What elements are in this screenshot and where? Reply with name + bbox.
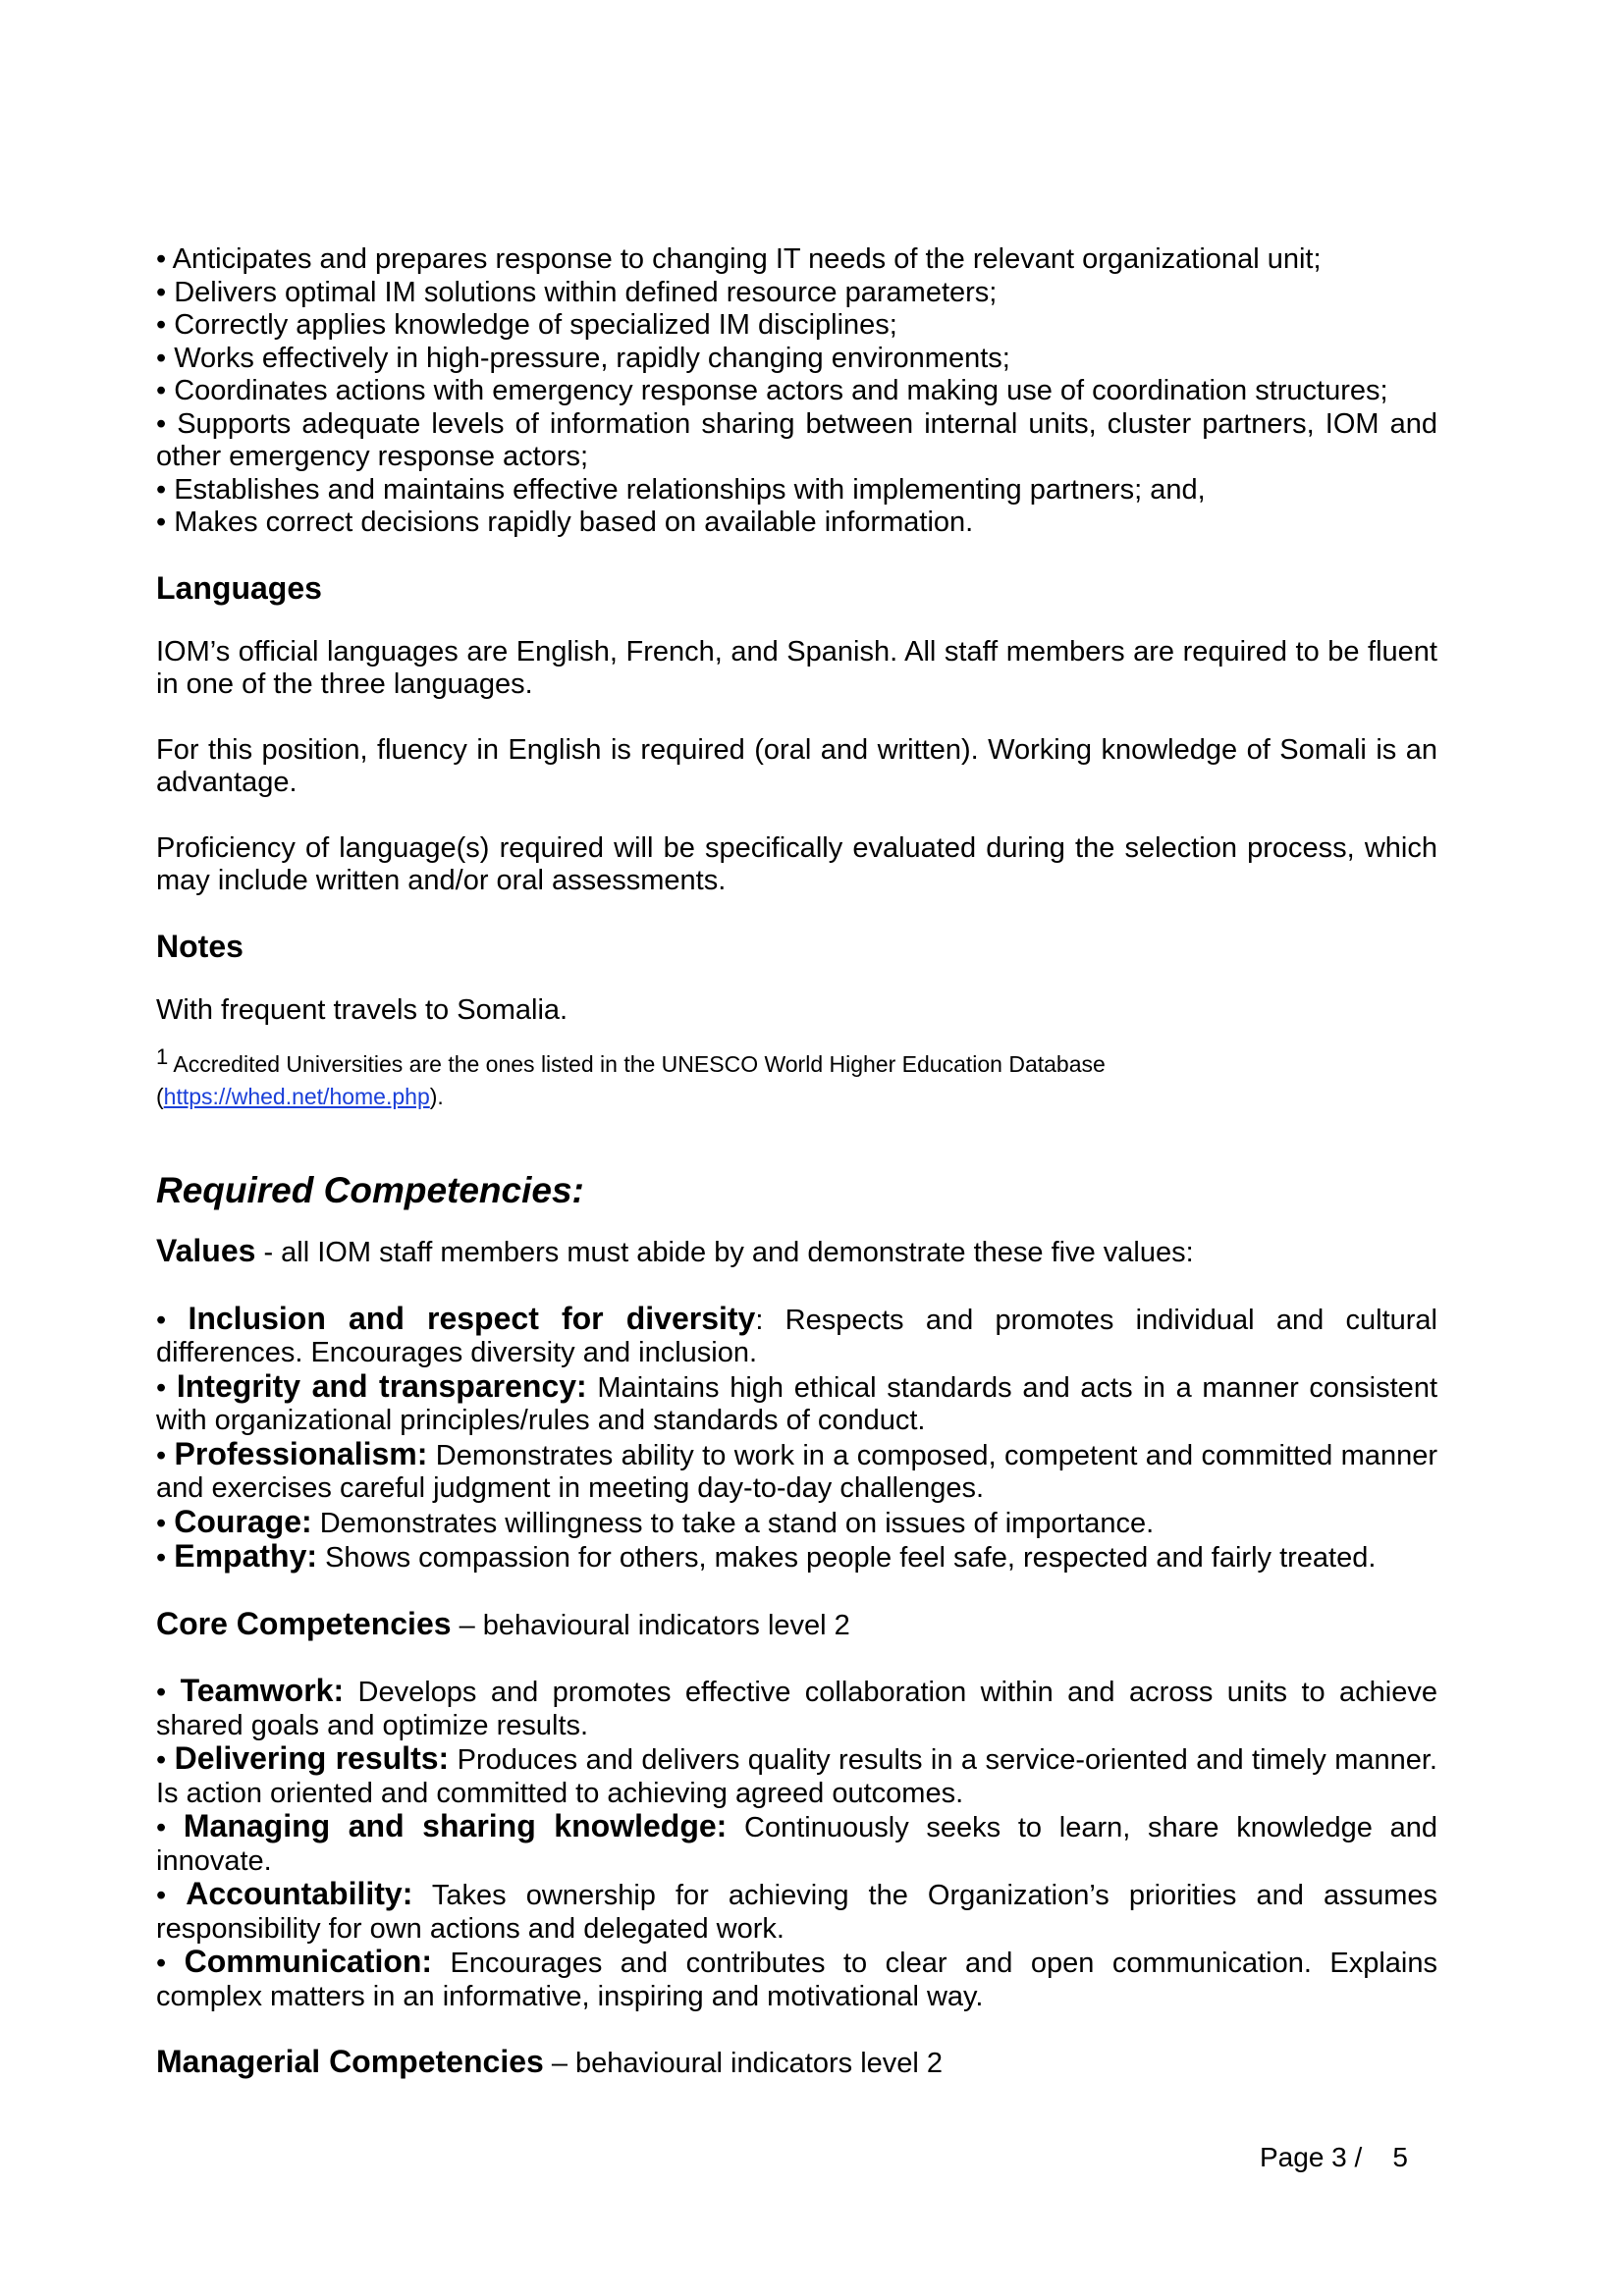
list-item: • Establishes and maintains effective relationships with implementing partners; and,: [156, 473, 1206, 506]
footnote-open-paren: (: [156, 1084, 164, 1109]
footnote: [156, 1044, 1437, 1113]
competency-description: Produces and delivers quality results in a service-oriented and timely manner. Is action oriented and committed to achieving agreed outcomes.: [156, 1744, 1437, 1809]
values-intro-text: - all IOM staff members must abide by and demonstrate these five values:: [255, 1237, 1194, 1268]
list-item: [156, 1946, 1437, 2013]
footnote-marker: 1: [156, 1044, 169, 1069]
values-intro-label: Values: [156, 1233, 256, 1268]
list-item: • Supports adequate levels of information sharing between internal units, cluster partners, IOM and other emergency response actors;: [156, 407, 1437, 472]
value-description: Maintains high ethical standards and acts in a manner consistent with organizational principles/rules and standards of conduct.: [156, 1371, 1438, 1436]
managerial-competencies-text: – behavioural indicators level 2: [543, 2048, 944, 2079]
value-term: Integrity and transparency:: [176, 1367, 587, 1404]
languages-paragraph: IOM’s official languages are English, French, and Spanish. All staff members are required to be fluent in one of the three languages.: [156, 635, 1437, 700]
list-item: [156, 1540, 1437, 1575]
values-list: [156, 1300, 1438, 1575]
value-description: : Respects and promotes individual and cultural differences. Encourages diversity and inclusion.: [156, 1304, 1437, 1368]
core-competencies-intro: [156, 1605, 1437, 1643]
value-description: Demonstrates ability to work in a composed, competent and committed manner and exercises careful judgment in meeting day-to-day challenges.: [156, 1439, 1437, 1504]
core-competencies-label: Core Competencies: [156, 1605, 452, 1641]
competency-term: Teamwork:: [180, 1673, 345, 1708]
list-item: [156, 1810, 1437, 1878]
value-term: Courage:: [174, 1503, 312, 1539]
page-number: Page 3 / 5: [1260, 2142, 1408, 2172]
competency-description: Continuously seeks to learn, share knowledge and innovate.: [156, 1812, 1438, 1877]
value-term: Professionalism:: [174, 1435, 428, 1471]
competency-description: Encourages and contributes to clear and open communication. Explains complex matters in an informative, inspiring and motivational way.: [156, 1948, 1437, 2012]
notes-heading: Notes: [156, 928, 243, 964]
competency-term: Accountability:: [186, 1876, 413, 1911]
core-competencies-list: [156, 1675, 1437, 2013]
value-description: Demonstrates willingness to take a stand on issues of importance.: [311, 1507, 1155, 1539]
list-item: • Anticipates and prepares response to changing IT needs of the relevant organizational unit;: [156, 243, 1322, 275]
bullet: •: [156, 1812, 184, 1843]
managerial-competencies-label: Managerial Competencies: [156, 2044, 544, 2079]
footnote-link[interactable]: https://whed.net/home.php: [163, 1084, 430, 1109]
bullet: •: [156, 1371, 177, 1404]
list-item: • Works effectively in high-pressure, rapidly changing environments;: [156, 342, 1010, 374]
competency-term: Managing and sharing knowledge:: [183, 1808, 728, 1843]
list-item: [156, 1742, 1437, 1810]
notes-text: With frequent travels to Somalia.: [156, 993, 568, 1026]
list-item: • Makes correct decisions rapidly based on available information.: [156, 507, 974, 538]
document-page: [156, 243, 1437, 2081]
managerial-competencies-intro: [156, 2046, 1437, 2081]
required-competencies-heading: Required Competencies:: [156, 1170, 584, 1210]
competency-description: Develops and promotes effective collaboration within and across units to achieve shared goals and optimize results.: [156, 1677, 1437, 1741]
list-item: • Correctly applies knowledge of specialized IM disciplines;: [156, 309, 897, 341]
languages-paragraph: Proficiency of language(s) required will be specifically evaluated during the selection process, which may include written and/or oral assessments.: [156, 831, 1437, 896]
bullet: •: [156, 1677, 181, 1708]
bullet: •: [156, 1542, 175, 1574]
list-item: • Delivers optimal IM solutions within defined resource parameters;: [156, 276, 998, 308]
list-item: [156, 1675, 1437, 1742]
competency-term: Communication:: [184, 1944, 433, 1979]
languages-paragraph: For this position, fluency in English is required (oral and written). Working knowledge of Somali is an advantage.: [156, 733, 1437, 798]
bullet: •: [156, 1880, 187, 1911]
bullet-list-top: [156, 243, 1437, 540]
value-description: Shows compassion for others, makes people feel safe, respected and fairly treated.: [317, 1542, 1377, 1574]
core-competencies-text: – behavioural indicators level 2: [451, 1609, 850, 1641]
values-intro: [156, 1235, 1437, 1270]
list-item: • Coordinates actions with emergency response actors and making use of coordination structures;: [156, 375, 1388, 406]
value-term: Empathy:: [174, 1538, 318, 1574]
list-item: [156, 1878, 1437, 1946]
bullet: •: [156, 1439, 175, 1471]
list-item: [156, 1367, 1438, 1438]
list-item: [156, 1503, 1437, 1541]
list-item: [156, 1435, 1437, 1506]
list-item: [156, 1300, 1437, 1370]
languages-heading: Languages: [156, 569, 322, 606]
bullet: •: [156, 1948, 185, 1979]
footnote-text: Accredited Universities are the ones listed in the UNESCO World Higher Education Database: [168, 1051, 1106, 1077]
value-term: Inclusion and respect for diversity: [188, 1300, 756, 1336]
competency-term: Delivering results:: [174, 1740, 450, 1776]
bullet: •: [156, 1507, 175, 1539]
footnote-close: ).: [429, 1084, 444, 1109]
competency-description: Takes ownership for achieving the Organization’s priorities and assumes responsibility for own actions and delegated work.: [156, 1880, 1437, 1945]
bullet: •: [156, 1304, 189, 1336]
bullet: •: [156, 1744, 175, 1776]
